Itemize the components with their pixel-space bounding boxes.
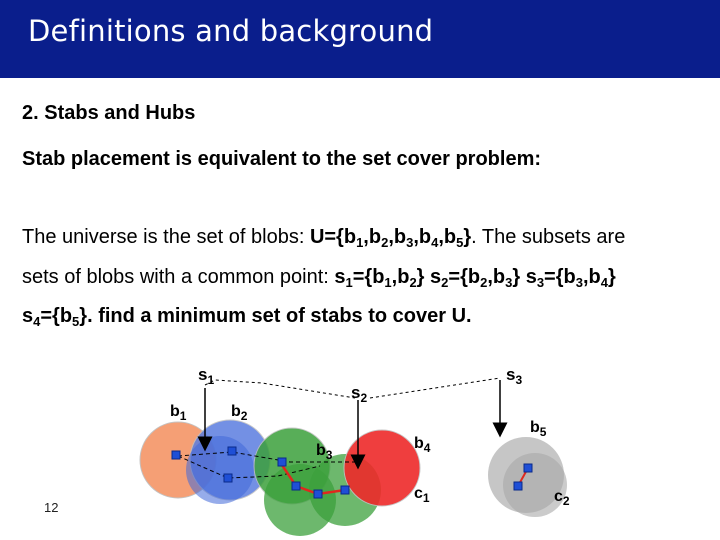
subset-s4: $s_4=\{b_5\}$ — [22, 305, 88, 329]
label-b1: $b_1$ — [170, 403, 187, 423]
blob-b4 — [344, 430, 420, 506]
section-heading: 2. Stabs and Hubs — [22, 102, 196, 124]
universe-prefix: The universe is the set of blobs: — [22, 226, 310, 248]
label-c1: $c_1$ — [414, 485, 430, 505]
label-b5: $b_5$ — [530, 419, 547, 439]
point — [341, 486, 349, 494]
label-s2: $s_2$ — [351, 383, 368, 405]
point — [524, 464, 532, 472]
page-number: 12 — [44, 500, 59, 515]
label-c2: $c_2$ — [554, 488, 570, 508]
subset-s2: $s_2=\{b_2,b_3\}$ — [430, 266, 521, 290]
stab-guide-s3 — [370, 378, 500, 398]
blob-b5b — [503, 453, 567, 517]
label-s3: $s_3$ — [506, 365, 523, 387]
universe-set: $U=\{b_1,b_2,b_3,b_4,b_5\}$ — [309, 226, 472, 250]
label-b3: $b_3$ — [316, 442, 333, 462]
point — [228, 447, 236, 455]
point — [172, 451, 180, 459]
goal-text: . find a minimum set of stabs to cover U. — [87, 305, 472, 327]
subset-s3: $s_3=\{b_3,b_4\}$ — [525, 266, 616, 290]
universe-suffix: . The subsets are — [471, 226, 626, 248]
subset-s1: $s_1=\{b_1,b_2\}$ — [334, 266, 425, 290]
intro-text: Stab placement is equivalent to the set cover problem: — [22, 148, 542, 170]
point — [514, 482, 522, 490]
label-b2: $b_2$ — [231, 403, 248, 423]
label-b4: $b_4$ — [414, 435, 431, 455]
point — [292, 482, 300, 490]
label-s1: $s_1$ — [198, 365, 215, 387]
point — [278, 458, 286, 466]
point — [314, 490, 322, 498]
point — [224, 474, 232, 482]
slide-title: Definitions and background — [28, 14, 434, 48]
blob-b2b — [186, 436, 254, 504]
stab-guide-s1 — [205, 380, 355, 398]
subsets-prefix: sets of blobs with a common point: — [22, 266, 335, 288]
